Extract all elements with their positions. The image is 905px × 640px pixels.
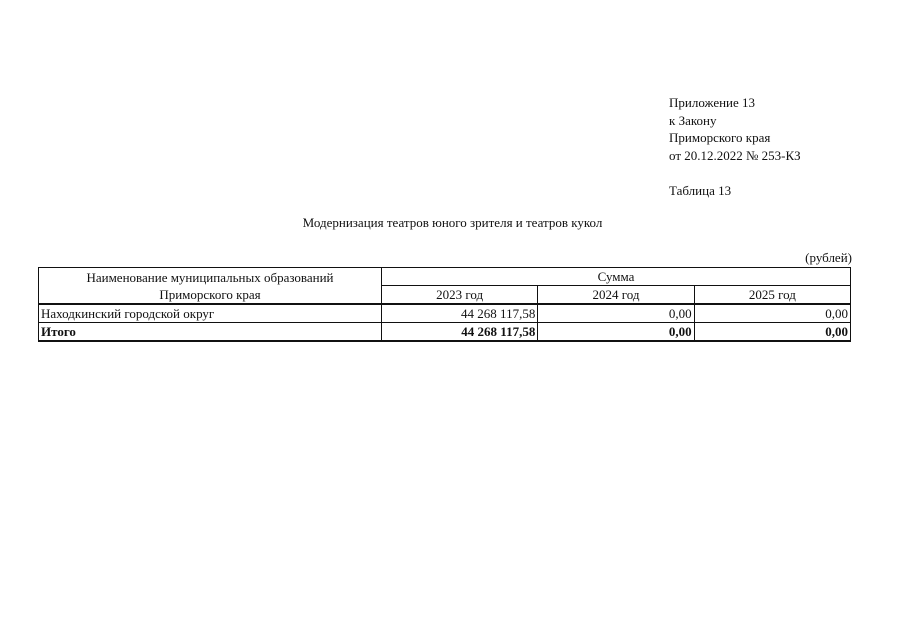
- units-label: (рублей): [805, 250, 852, 265]
- appendix-line: от 20.12.2022 № 253-КЗ: [669, 147, 801, 163]
- row-name-cell: Находкинский городской округ: [39, 304, 382, 323]
- header-name-line: Приморского края: [159, 286, 261, 302]
- appendix-line: Приложение 13: [669, 95, 756, 110]
- row-value-2024: 0,00: [538, 304, 694, 323]
- total-value-2023: 44 268 117,58: [382, 323, 538, 342]
- total-name-cell: Итого: [39, 323, 382, 342]
- table-number: Таблица 13: [669, 183, 732, 198]
- appendix-block: [669, 94, 801, 164]
- document-title: Модернизация театров юного зрителя и театров кукол: [302, 215, 603, 230]
- header-row: [39, 268, 851, 286]
- header-year-2024: 2024 год: [538, 286, 694, 305]
- appendix-line: к Закону: [669, 112, 717, 128]
- row-value-2025: 0,00: [694, 304, 850, 323]
- header-name-line: Наименование муниципальных образований: [86, 269, 334, 285]
- total-row: [39, 323, 851, 342]
- header-year-2025: 2025 год: [694, 286, 850, 305]
- header-name-cell: [39, 268, 382, 305]
- table-row: [39, 304, 851, 323]
- total-value-2024: 0,00: [538, 323, 694, 342]
- header-sum-cell: Сумма: [382, 268, 851, 286]
- total-value-2025: 0,00: [694, 323, 850, 342]
- row-value-2023: 44 268 117,58: [382, 304, 538, 323]
- header-year-2023: 2023 год: [382, 286, 538, 305]
- document-title-wrap: [0, 214, 905, 232]
- data-table: [38, 267, 851, 342]
- appendix-line: Приморского края: [669, 130, 771, 145]
